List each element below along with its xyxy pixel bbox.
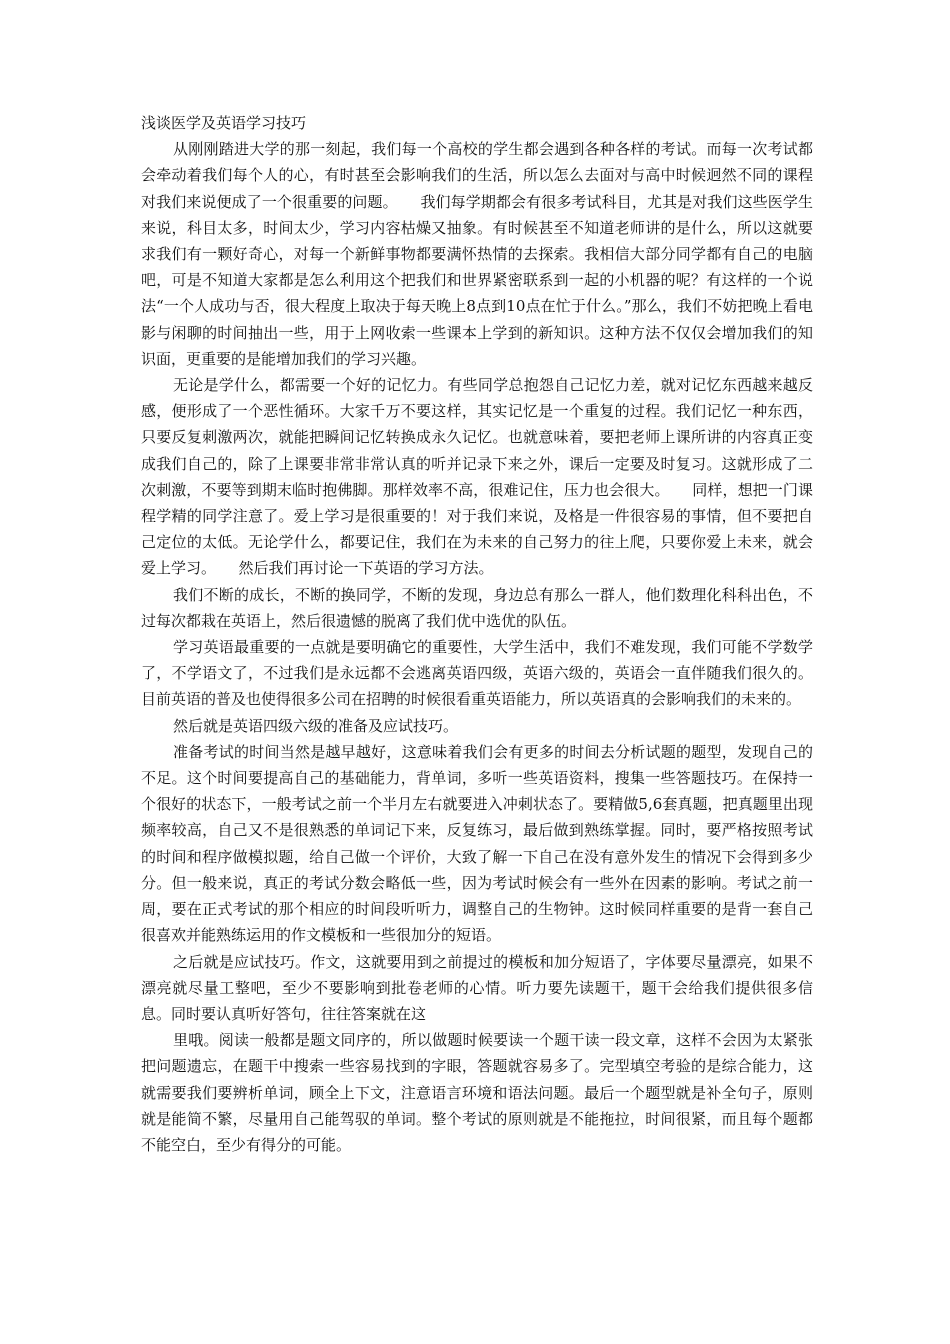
document-title: 浅谈医学及英语学习技巧 <box>141 114 307 132</box>
paragraph: 我们不断的成长，不断的换同学，不断的发现，身边总有那么一群人，他们数理化科科出色，不过每次都栽在英语上，然后很遗憾的脱离了我们优中选优的队伍。 <box>141 585 813 630</box>
paragraph: 学习英语最重要的一点就是要明确它的重要性，大学生活中，我们不难发现，我们可能不学数学了，不学语文了，不过我们是永远都不会逃离英语四级，英语六级的，英语会一直伴随我们很久的。目前英语的普及也使得很多公司在招聘的时候很看重英语能力，所以英语真的会影响我们的未来的。 <box>141 638 813 709</box>
document-page <box>141 110 813 1158</box>
paragraph: 然后就是英语四级六级的准备及应试技巧。 <box>173 716 459 735</box>
paragraph: 里哦。阅读一般都是题文同序的，所以做题时候要读一个题干读一段文章，这样不会因为太紧张把问题遗忘，在题干中搜索一些容易找到的字眼，答题就容易多了。完型填空考验的是综合能力，这就需要我们要辨析单词，顾全上下文，注意语言环境和语法问题。最后一个题型就是补全句子，原则就是能简不繁，尽量用自己能驾驭的单词。整个考试的原则就是不能拖拉，时间很紧，而且每个题都不能空白，至少有得分的可能。 <box>141 1031 813 1154</box>
paragraph: 之后就是应试技巧。作文，这就要用到之前提过的模板和加分短语了，字体要尽量漂亮，如果不漂亮就尽量工整吧，至少不要影响到批卷老师的心情。听力要先读题干，题干会给我们提供很多信息。同时要认真听好答句，往往答案就在这 <box>141 952 813 1023</box>
paragraph: 无论是学什么，都需要一个好的记忆力。有些同学总抱怨自己记忆力差，就对记忆东西越来越反感，便形成了一个恶性循环。大家千万不要这样，其实记忆是一个重复的过程。我们记忆一种东西，只要反复刺激两次，就能把瞬间记忆转换成永久记忆。也就意味着，要把老师上课所讲的内容真正变成我们自己的，除了上课要非常非常认真的听并记录下来之外，课后一定要及时复习。这就形成了二次刺激，不要等到期末临时抱佛脚。那样效率不高，很难记住，压力也会很大。 同样，想把一门课程学精的同学注意了。爱上学习是很重要的！对于我们来说，及格是一件很容易的事情，但不要把自己定位的太低。无论学什么，都要记住，我们在为未来的自己努力的往上爬，只要你爱上未来，就会爱上学习。 然后我们再讨论一下英语的学习方法。 <box>141 376 813 578</box>
paragraph: 从刚刚踏进大学的那一刻起，我们每一个高校的学生都会遇到各种各样的考试。而每一次考试都会牵动着我们每个人的心，有时甚至会影响我们的生活，所以怎么去面对与高中时候迥然不同的课程对我们来说便成了一个很重要的问题。 我们每学期都会有很多考试科目，尤其是对我们这些医学生来说，科目太多，时间太少，学习内容枯燥又抽象。有时候甚至不知道老师讲的是什么，所以这就要求我们有一颗好奇心，对每一个新鲜事物都要满怀热情的去探索。我相信大部分同学都有自己的电脑吧，可是不知道大家都是怎么利用这个把我们和世界紧密联系到一起的小机器的呢？有这样的一个说法“一个人成功与否，很大程度上取决于每天晚上8点到10点在忙于什么。”那么，我们不妨把晚上看电影与闲聊的时间抽出一些，用于上网收索一些课本上学到的新知识。这种方法不仅仅会增加我们的知识面，更重要的是能增加我们的学习兴趣。 <box>141 140 813 368</box>
paragraph: 准备考试的时间当然是越早越好，这意味着我们会有更多的时间去分析试题的题型，发现自己的不足。这个时间要提高自己的基础能力，背单词，多听一些英语资料，搜集一些答题技巧。在保持一个很好的状态下，一般考试之前一个半月左右就要进入冲刺状态了。要精做5,6套真题，把真题里出现频率较高，自己又不是很熟悉的单词记下来，反复练习，最后做到熟练掌握。同时，要严格按照考试的时间和程序做模拟题，给自己做一个评价，大致了解一下自己在没有意外发生的情况下会得到多少分。但一般来说，真正的考试分数会略低一些，因为考试时候会有一些外在因素的影响。考试之前一周，要在正式考试的那个相应的时间段听听力，调整自己的生物钟。这时候同样重要的是背一套自己很喜欢并能熟练运用的作文模板和一些很加分的短语。 <box>141 742 813 945</box>
